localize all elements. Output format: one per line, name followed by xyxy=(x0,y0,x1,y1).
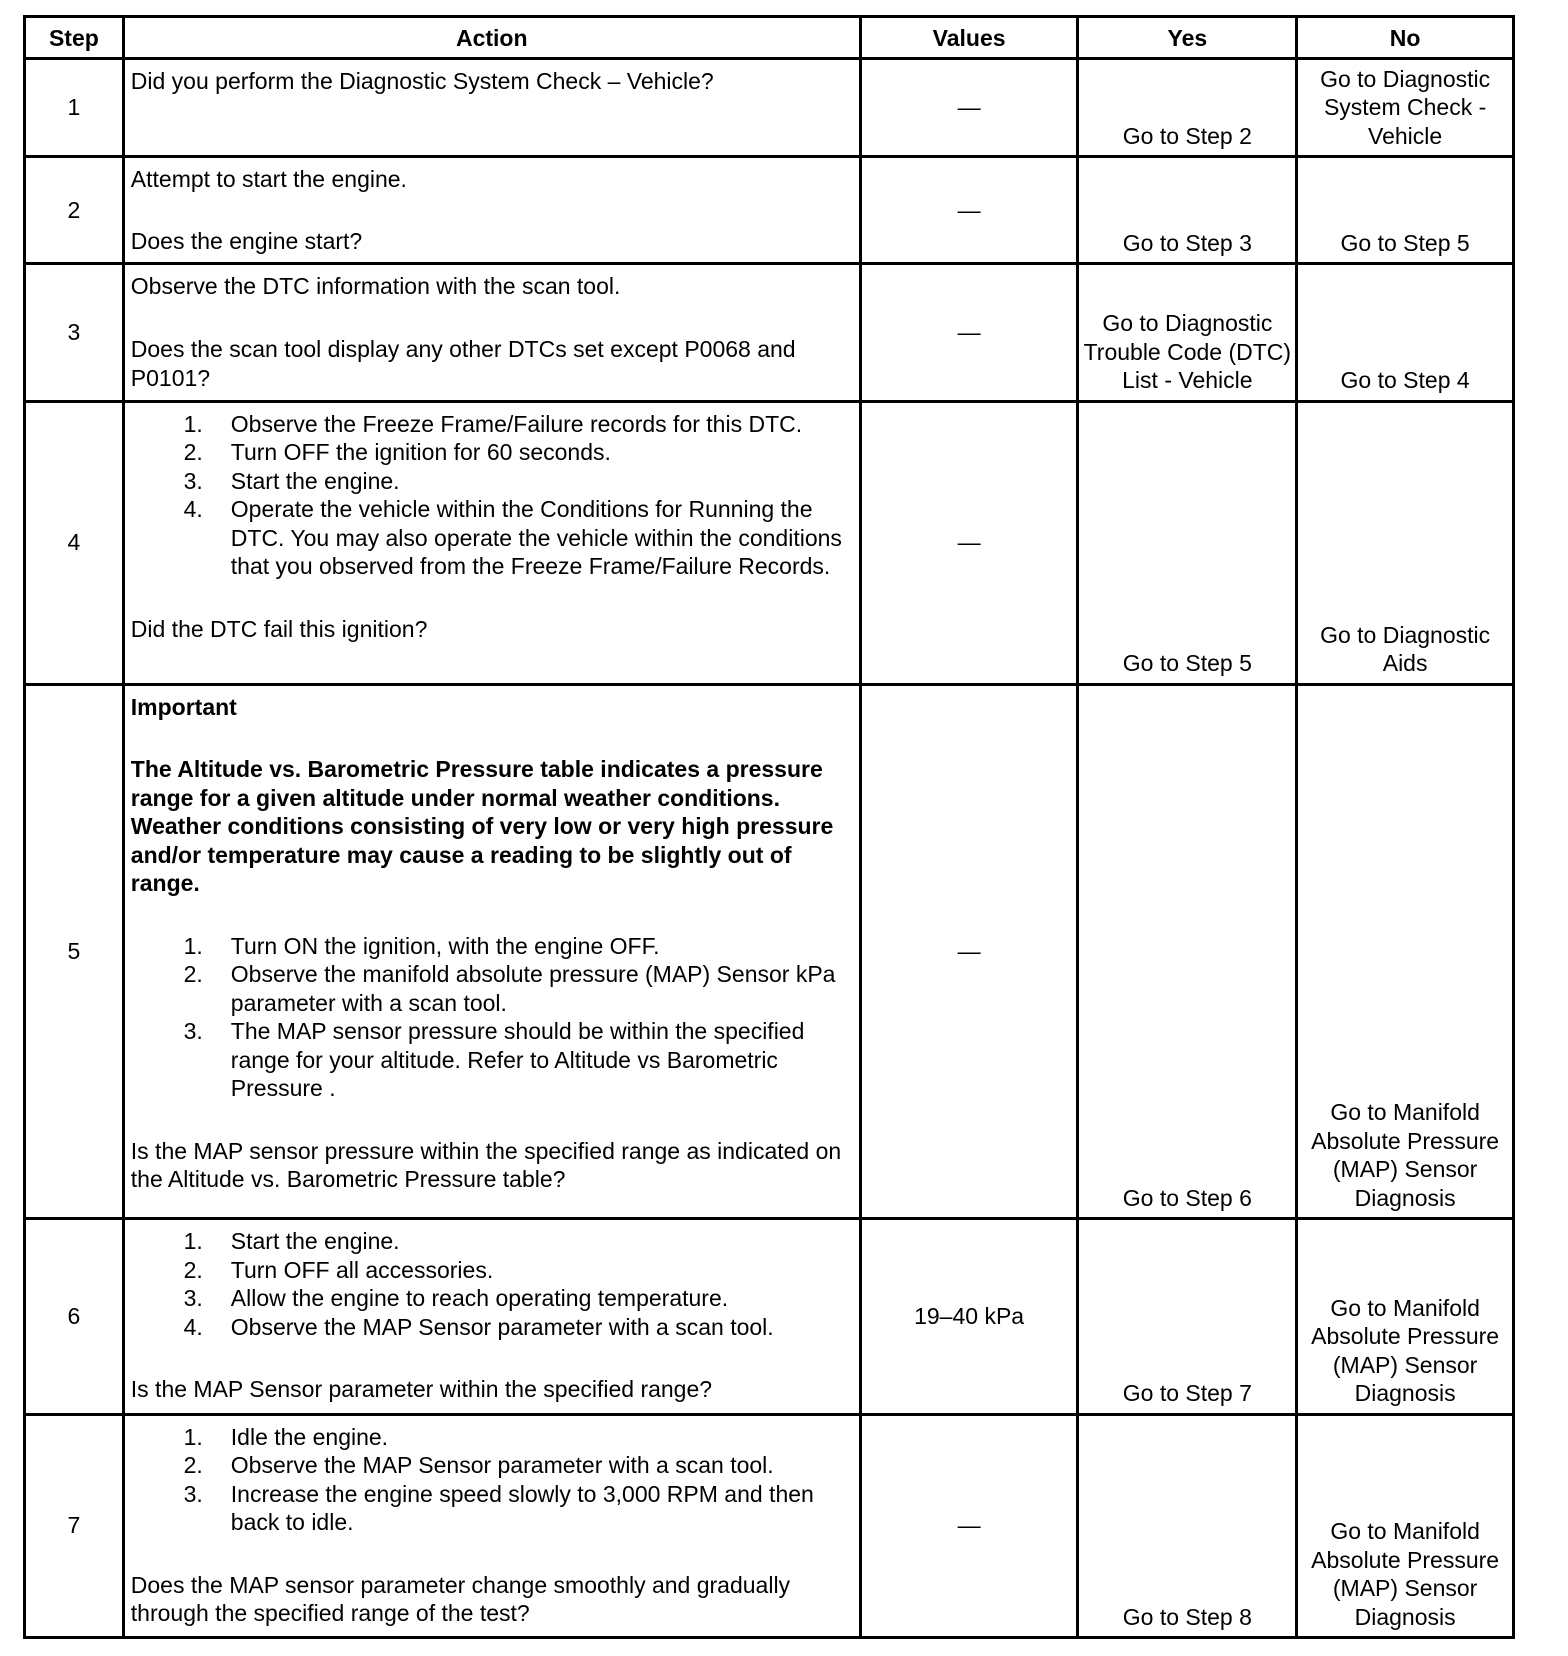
instruction-list xyxy=(131,1227,853,1341)
instruction-list xyxy=(131,932,853,1103)
list-item: 2. Turn OFF the ignition for 60 seconds. xyxy=(183,439,611,466)
value-cell: — xyxy=(860,59,1078,157)
yes-link[interactable]: Go to Step 8 xyxy=(1078,1414,1297,1637)
action-cell xyxy=(123,264,860,401)
action-question: Is the MAP sensor pressure within the specified range as indicated on the Altitude vs. Barometric Pressure table? xyxy=(130,1137,842,1193)
yes-link[interactable]: Go to Step 7 xyxy=(1078,1219,1297,1414)
header-row xyxy=(25,17,1514,59)
step-number: 7 xyxy=(25,1414,124,1637)
step-number: 6 xyxy=(25,1219,124,1414)
list-item: 4. Observe the MAP Sensor parameter with a scan tool. xyxy=(183,1313,774,1340)
no-link[interactable]: Go to Manifold Absolute Pressure (MAP) Sensor Diagnosis xyxy=(1297,684,1514,1219)
yes-link[interactable]: Go to Diagnostic Trouble Code (DTC) List - Vehicle xyxy=(1078,264,1297,401)
action-cell xyxy=(123,1414,860,1637)
yes-link[interactable]: Go to Step 6 xyxy=(1078,684,1297,1219)
value-cell: — xyxy=(860,157,1078,264)
important-heading: Important xyxy=(130,693,237,720)
table-row xyxy=(25,684,1514,1219)
header-step: Step xyxy=(25,17,124,59)
step-number: 5 xyxy=(25,684,124,1219)
value-cell: — xyxy=(860,1414,1078,1637)
instruction-list xyxy=(131,1423,853,1537)
no-link[interactable]: Go to Diagnostic System Check - Vehicle xyxy=(1297,59,1514,157)
table-row xyxy=(25,59,1514,157)
instruction-list xyxy=(131,410,853,581)
list-item: 3. The MAP sensor pressure should be within the specified range for your altitude. Refer to Altitude vs Barometric Pressure . xyxy=(183,1018,805,1102)
list-item: 2. Observe the MAP Sensor parameter with a scan tool. xyxy=(183,1452,774,1479)
table-row xyxy=(25,264,1514,401)
step-number: 3 xyxy=(25,264,124,401)
action-text: Observe the DTC information with the scan tool. xyxy=(130,273,621,300)
no-link[interactable]: Go to Manifold Absolute Pressure (MAP) Sensor Diagnosis xyxy=(1297,1414,1514,1637)
header-no: No xyxy=(1297,17,1514,59)
action-question: Is the MAP Sensor parameter within the specified range? xyxy=(130,1376,713,1403)
action-cell xyxy=(123,157,860,264)
step-number: 1 xyxy=(25,59,124,157)
list-item: 1. Idle the engine. xyxy=(183,1423,389,1450)
list-item: 3. Increase the engine speed slowly to 3,000 RPM and then back to idle. xyxy=(183,1480,814,1536)
action-question: Does the scan tool display any other DTCs set except P0068 and P0101? xyxy=(130,336,796,391)
list-item: 2. Turn OFF all accessories. xyxy=(183,1256,494,1283)
action-text: Attempt to start the engine. xyxy=(130,166,407,193)
no-link[interactable]: Go to Diagnostic Aids xyxy=(1297,401,1514,684)
table-row xyxy=(25,1219,1514,1414)
value-cell: — xyxy=(860,401,1078,684)
list-item: 2. Observe the manifold absolute pressure (MAP) Sensor kPa parameter with a scan tool. xyxy=(183,961,836,1016)
diagnostic-table xyxy=(23,15,1515,1639)
step-number: 2 xyxy=(25,157,124,264)
list-item: 1. Observe the Freeze Frame/Failure records for this DTC. xyxy=(183,410,803,437)
value-cell: 19–40 kPa xyxy=(860,1219,1078,1414)
action-question: Did the DTC fail this ignition? xyxy=(130,615,428,642)
no-link[interactable]: Go to Step 4 xyxy=(1297,264,1514,401)
yes-link[interactable]: Go to Step 5 xyxy=(1078,401,1297,684)
yes-link[interactable]: Go to Step 3 xyxy=(1078,157,1297,264)
step-number: 4 xyxy=(25,401,124,684)
action-text: Did you perform the Diagnostic System Check – Vehicle? xyxy=(130,68,714,94)
list-item: 3. Start the engine. xyxy=(183,467,400,494)
header-yes: Yes xyxy=(1078,17,1297,59)
header-values: Values xyxy=(860,17,1078,59)
no-link[interactable]: Go to Manifold Absolute Pressure (MAP) Sensor Diagnosis xyxy=(1297,1219,1514,1414)
action-cell xyxy=(123,401,860,684)
header-action: Action xyxy=(123,17,860,59)
table-row xyxy=(25,1414,1514,1637)
table-row xyxy=(25,401,1514,684)
yes-link[interactable]: Go to Step 2 xyxy=(1078,59,1297,157)
value-cell: — xyxy=(860,684,1078,1219)
no-link[interactable]: Go to Step 5 xyxy=(1297,157,1514,264)
list-item: 1. Turn ON the ignition, with the engine OFF. xyxy=(183,932,660,959)
list-item: 1. Start the engine. xyxy=(183,1228,400,1255)
table-row xyxy=(25,157,1514,264)
action-question: Does the engine start? xyxy=(130,227,363,254)
important-note: The Altitude vs. Barometric Pressure table indicates a pressure range for a given altitude under normal weather conditions. Weather conditions consisting of very low or very high pressure and/or temperature may cause a reading to be slightly out of range. xyxy=(130,756,834,897)
list-item: 4. Operate the vehicle within the Conditions for Running the DTC. You may also operate the vehicle within the conditions that you observed from the Freeze Frame/Failure Records. xyxy=(183,496,842,580)
action-question: Does the MAP sensor parameter change smoothly and gradually through the specified range of the test? xyxy=(130,1571,791,1627)
value-cell: — xyxy=(860,264,1078,401)
action-cell xyxy=(123,684,860,1219)
action-cell xyxy=(123,59,860,157)
action-cell xyxy=(123,1219,860,1414)
list-item: 3. Allow the engine to reach operating temperature. xyxy=(183,1285,729,1312)
